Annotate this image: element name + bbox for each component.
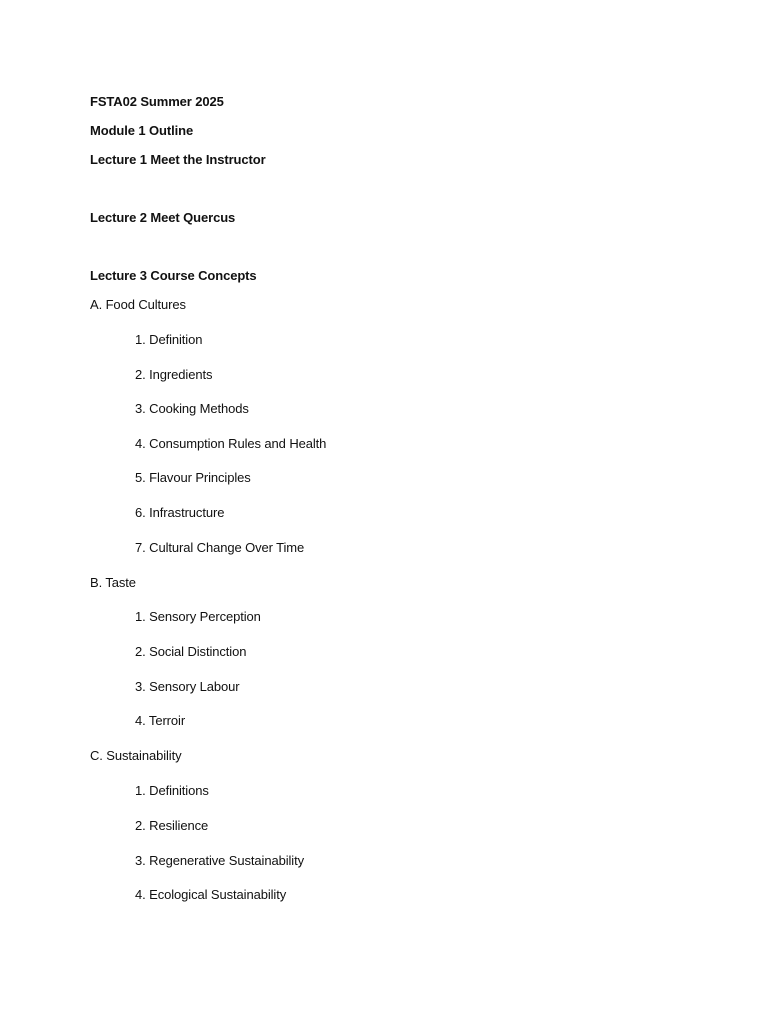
list-item: 2. Ingredients <box>135 367 213 382</box>
list-item: 1. Definition <box>135 332 203 347</box>
list-item: 6. Infrastructure <box>135 505 225 520</box>
list-item: 4. Consumption Rules and Health <box>135 436 327 451</box>
section-heading: C. Sustainability <box>90 748 182 763</box>
module-title: Module 1 Outline <box>90 123 194 138</box>
lecture-heading: Lecture 3 Course Concepts <box>90 268 257 283</box>
list-item: 4. Ecological Sustainability <box>135 887 287 902</box>
list-item: 4. Terroir <box>135 713 186 728</box>
lecture-heading: Lecture 1 Meet the Instructor <box>90 152 266 167</box>
list-item: 7. Cultural Change Over Time <box>135 540 305 555</box>
list-item: 1. Definitions <box>135 783 209 798</box>
list-item: 2. Social Distinction <box>135 644 247 659</box>
list-item: 3. Cooking Methods <box>135 401 249 416</box>
list-item: 3. Regenerative Sustainability <box>135 853 304 868</box>
list-item: 3. Sensory Labour <box>135 679 240 694</box>
list-item: 2. Resilience <box>135 818 209 833</box>
lecture-heading: Lecture 2 Meet Quercus <box>90 210 236 225</box>
course-title: FSTA02 Summer 2025 <box>90 94 224 109</box>
list-item: 5. Flavour Principles <box>135 470 251 485</box>
section-heading: A. Food Cultures <box>90 297 186 312</box>
list-item: 1. Sensory Perception <box>135 609 261 624</box>
section-heading: B. Taste <box>90 575 136 590</box>
